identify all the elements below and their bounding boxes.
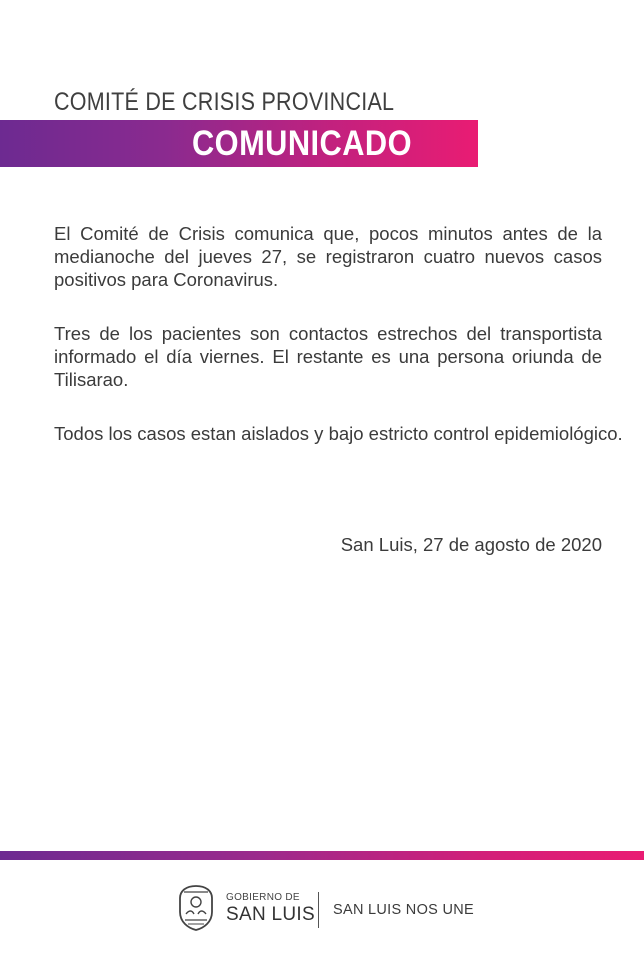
government-label-small: GOBIERNO DE (226, 892, 300, 903)
government-label-big: SAN LUIS (226, 904, 315, 925)
page-title: COMITÉ DE CRISIS PROVINCIAL (54, 88, 395, 116)
footer-gradient-bar (0, 851, 644, 860)
paragraph-1: El Comité de Crisis comunica que, pocos minutos antes de la medianoche del jueves 27, se registraron cuatro nuevos casos positivos para Coronavirus. (54, 223, 602, 290)
comunicado-banner (0, 120, 478, 167)
paragraph-3: Todos los casos estan aislados y bajo estricto control epidemiológico. (54, 423, 623, 444)
statement-body (54, 222, 623, 476)
paragraph-2: Tres de los pacientes son contactos estrechos del transportista informado el día viernes. El restante es una persona oriunda de Tilisarao. (54, 323, 602, 390)
provincial-seal-icon (176, 884, 216, 932)
slogan: SAN LUIS NOS UNE (333, 902, 474, 918)
footer-divider (318, 892, 319, 928)
banner-label: COMUNICADO (192, 124, 412, 163)
place-date-signature: San Luis, 27 de agosto de 2020 (340, 534, 602, 555)
footer (0, 880, 644, 940)
